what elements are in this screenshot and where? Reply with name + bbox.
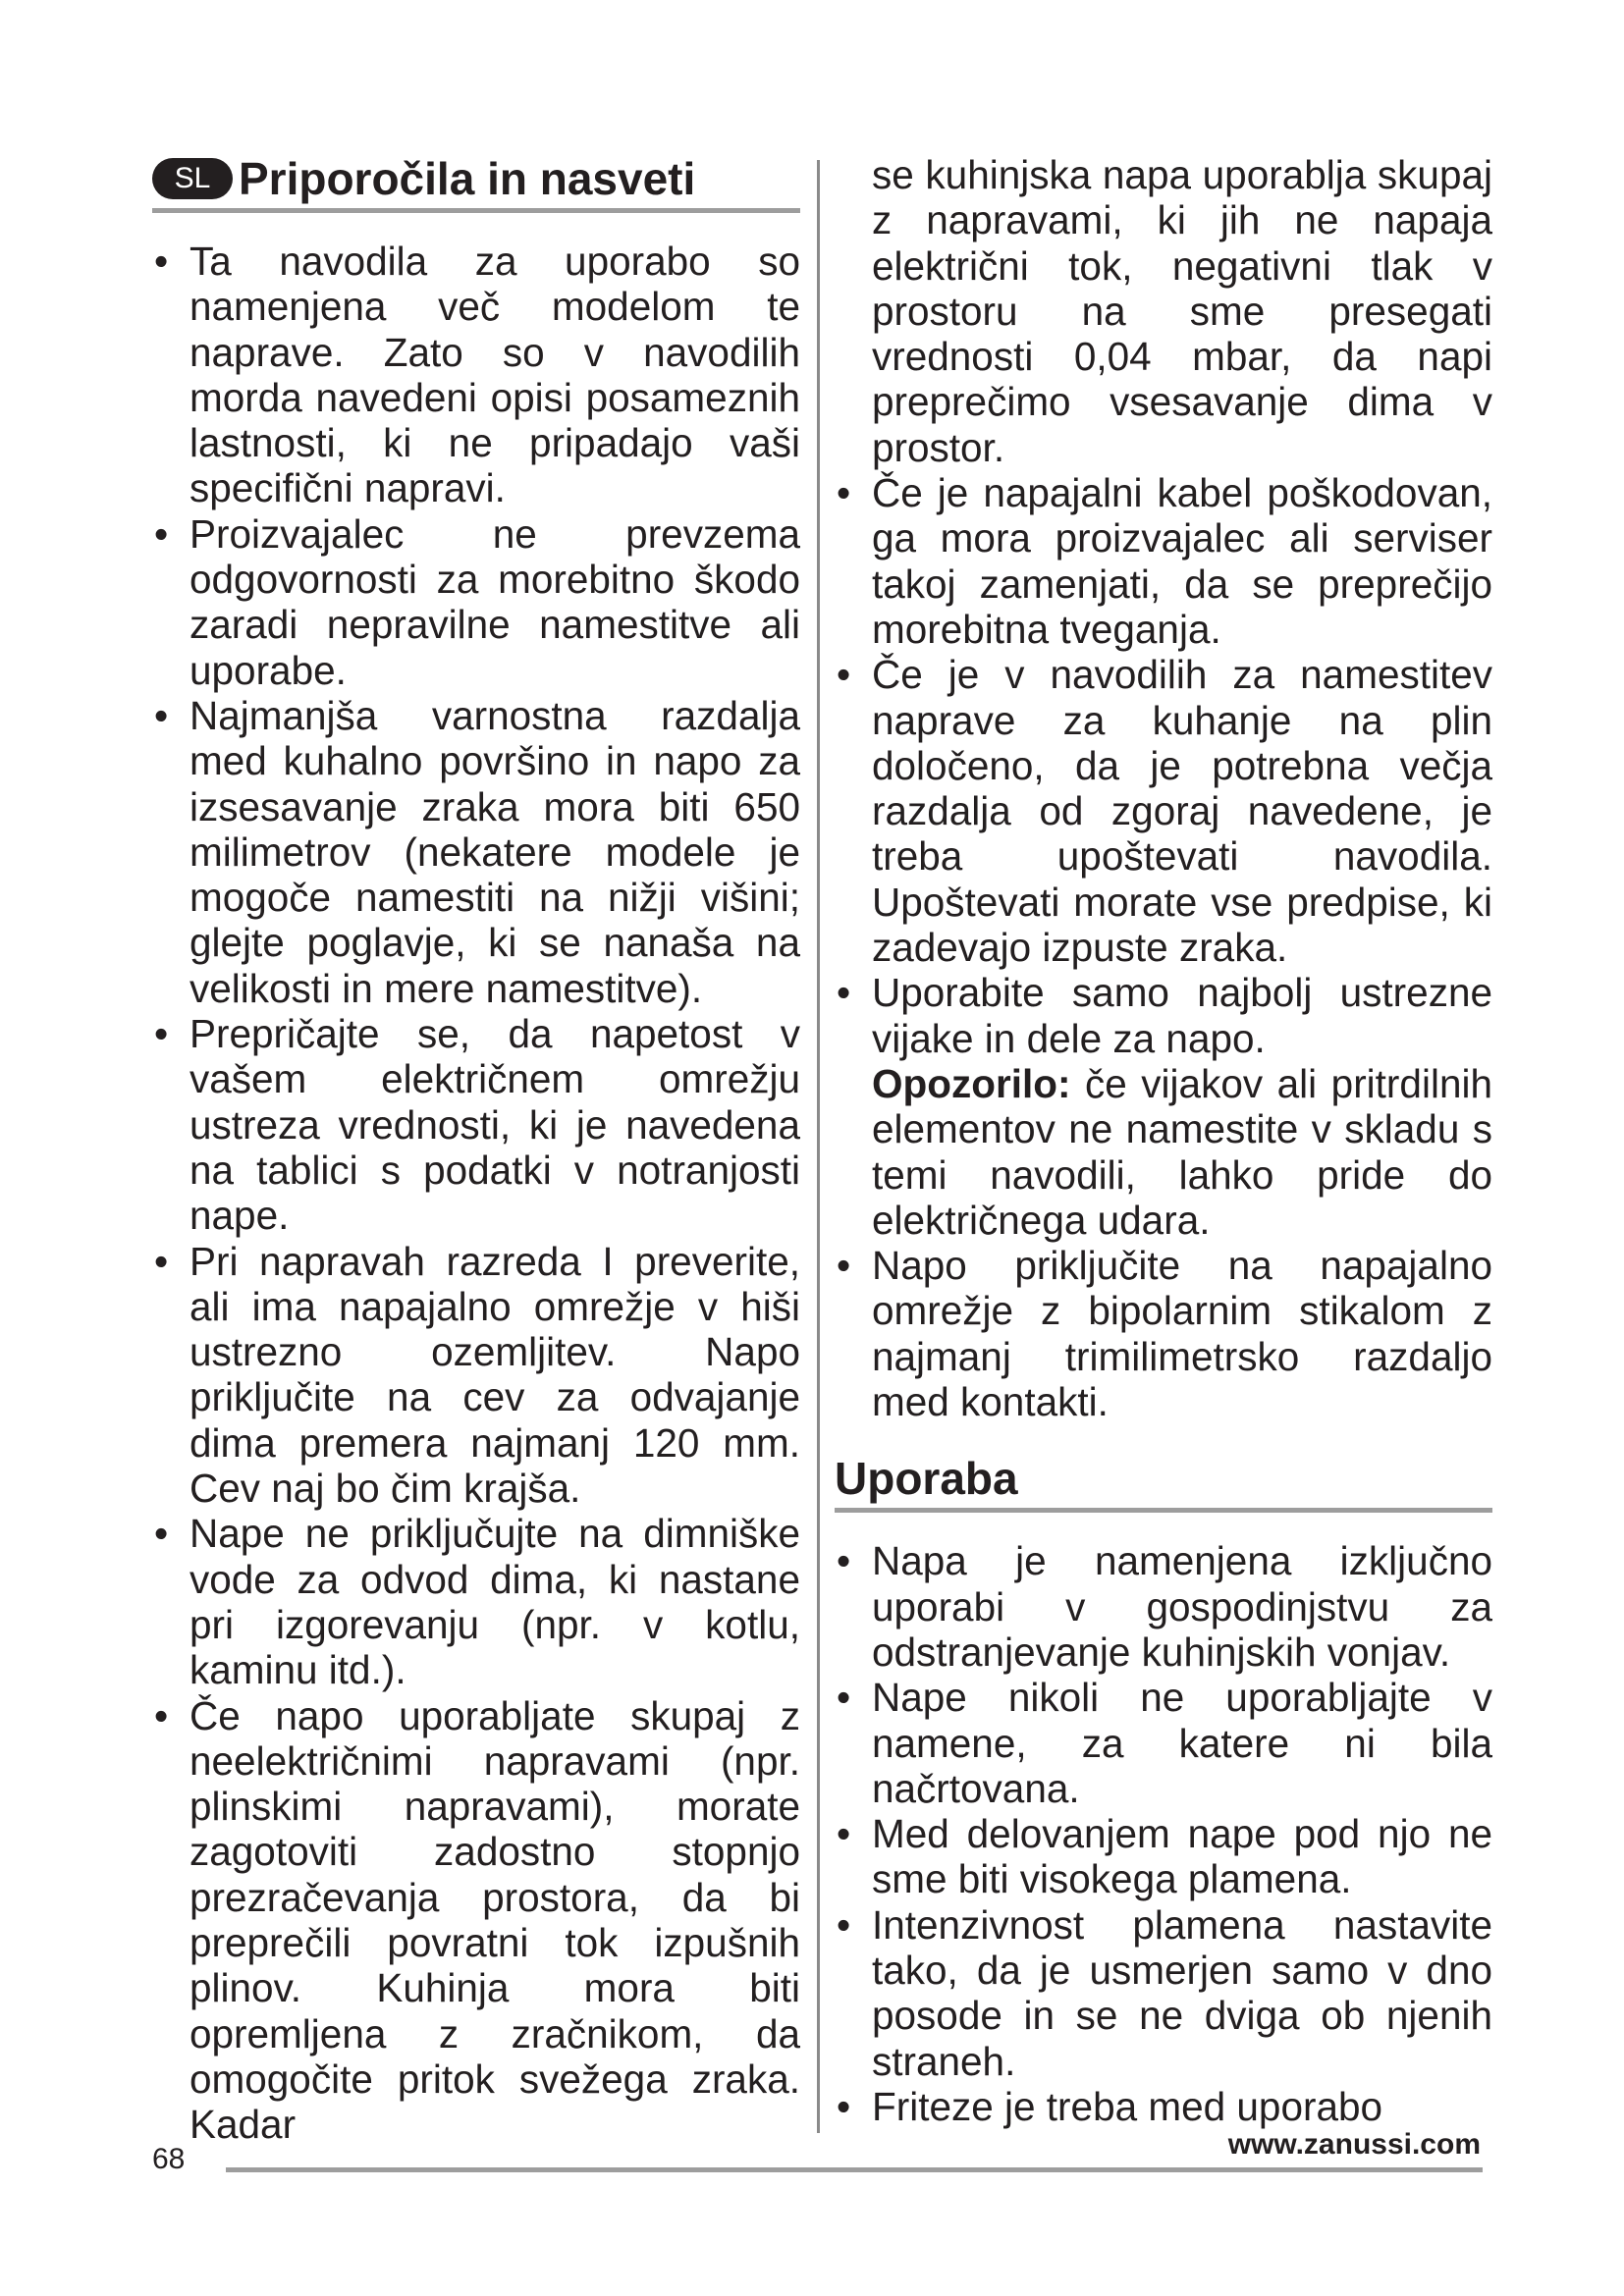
bullet-icon: • <box>837 1811 851 1857</box>
bullet-icon: • <box>837 1538 851 1584</box>
bullet-icon: • <box>837 1675 851 1721</box>
right-column <box>835 152 1492 2129</box>
recommendations-list <box>152 239 800 2147</box>
bullet-icon: • <box>154 1238 169 1284</box>
recommendations-list-continued <box>835 152 1492 1424</box>
list-item: • Proizvajalec ne prevzema odgovornosti za morebitno škodo zaradi nepravilne namestitve ali uporabe. <box>154 510 800 693</box>
section-heading-recommendations <box>152 152 800 213</box>
page-title: Priporočila in nasveti <box>239 153 696 204</box>
bullet-icon: • <box>837 652 851 698</box>
list-item: • Ta navodila za uporabo so namenjena več modelom te naprave. Zato so v navodilih morda navedeni opisi posameznih lastnosti, ki ne pripadajo vaši specifični napravi. <box>154 239 800 511</box>
bullet-icon: • <box>154 510 169 557</box>
bullet-icon: • <box>837 1901 851 1948</box>
bullet-icon: • <box>837 2083 851 2129</box>
list-item: • Med delovanjem nape pod njo ne sme biti visokega plamena. <box>837 1811 1492 1902</box>
left-column <box>152 152 800 2147</box>
list-item: • Če napo uporabljate skupaj z neelektričnimi napravami (npr. plinskimi napravami), morate zagotoviti zadostno stopnjo prezračevanja prostora, da bi preprečili povratni tok izpušnih plinov. Kuhinja mora biti opremljena z zračnikom, da omogočite pritok svežega zraka. Kadar <box>154 1692 800 2148</box>
warning-text: če vijakov ali pritrdilnih elementov ne namestite v skladu s temi navodili, lahko pride do električnega udara. <box>872 1060 1492 1243</box>
usage-list <box>835 1538 1492 2129</box>
list-item: • Intenzivnost plamena nastavite tako, da je usmerjen samo v dno posode in se ne dviga ob njenih straneh. <box>837 1901 1492 2084</box>
bullet-icon: • <box>154 1511 169 1557</box>
section-heading-usage <box>835 1452 1492 1513</box>
column-divider <box>817 160 820 2133</box>
list-item: • Friteze je treba med uporabo <box>837 2083 1383 2129</box>
usage-title: Uporaba <box>835 1453 1018 1505</box>
list-item: • Nape ne priključujte na dimniške vode za odvod dima, ki nastane pri izgorevanju (npr. v kotlu, kaminu itd.). <box>154 1511 800 1693</box>
list-item: • Če je napajalni kabel poškodovan, ga mora proizvajalec ali serviser takoj zamenjati, da se preprečijo morebitna tveganja. <box>837 470 1492 652</box>
list-item: • Napa je namenjena izključno uporabi v gospodinjstvu za odstranjevanje kuhinjskih vonjav. <box>837 1538 1492 1675</box>
list-item-continuation: se kuhinjska napa uporablja skupaj z napravami, ki jih ne napaja električni tok, negativni tlak v prostoru na sme presegati vrednosti 0,04 mbar, da napi preprečimo vsesavanje dima v prostor. <box>872 152 1492 470</box>
warning-label: Opozorilo: <box>872 1060 1071 1106</box>
list-item: • Pri napravah razreda I preverite, ali ima napajalno omrežje v hiši ustrezno ozemljitev. Napo priključite na cev za odvajanje dima premera najmanj 120 mm. Cev naj bo čim krajša. <box>154 1238 800 1512</box>
list-item: • Uporabite samo najbolj ustrezne vijake in dele za napo. Opozorilo: če vijakov ali pritrdilnih elementov ne namestite v skladu s temi navodili, lahko pride do električnega udara. <box>837 970 1492 1243</box>
bullet-icon: • <box>154 1011 169 1057</box>
list-item: • Najmanjša varnostna razdalja med kuhalno površino in napo za izsesavanje zraka mora biti 650 milimetrov (nekatere modele je mogoče namestiti na nižji višini; glejte poglavje, ki se nanaša na velikosti in mere namestitve). <box>154 692 800 1011</box>
language-badge: SL <box>152 158 233 199</box>
list-item: • Prepričajte se, da napetost v vašem električnem omrežju ustreza vrednosti, ki je navedena na tablici s podatki v notranjosti nape. <box>154 1011 800 1239</box>
list-item: • Nape nikoli ne uporabljajte v namene, za katere ni bila načrtovana. <box>837 1675 1492 1811</box>
list-item: • Napo priključite na napajalno omrežje z bipolarnim stikalom z najmanj trimilimetrsko razdaljo med kontakti. <box>837 1243 1492 1425</box>
page-number: 68 <box>152 2143 186 2175</box>
bullet-icon: • <box>837 1243 851 1289</box>
bullet-icon: • <box>154 1692 169 1738</box>
bullet-icon: • <box>837 470 851 516</box>
footer-divider <box>226 2167 1483 2172</box>
bullet-icon: • <box>154 239 169 284</box>
website-url: www.zanussi.com <box>1227 2128 1481 2161</box>
bullet-icon: • <box>154 692 169 738</box>
bullet-icon: • <box>837 970 851 1016</box>
list-item: • Če je v navodilih za namestitev naprave za kuhanje na plin določeno, da je potrebna večja razdalja od zgoraj navedene, je treba upoštevati navodila. Upoštevati morate vse predpise, ki zadevajo izpuste zraka. <box>837 652 1492 971</box>
